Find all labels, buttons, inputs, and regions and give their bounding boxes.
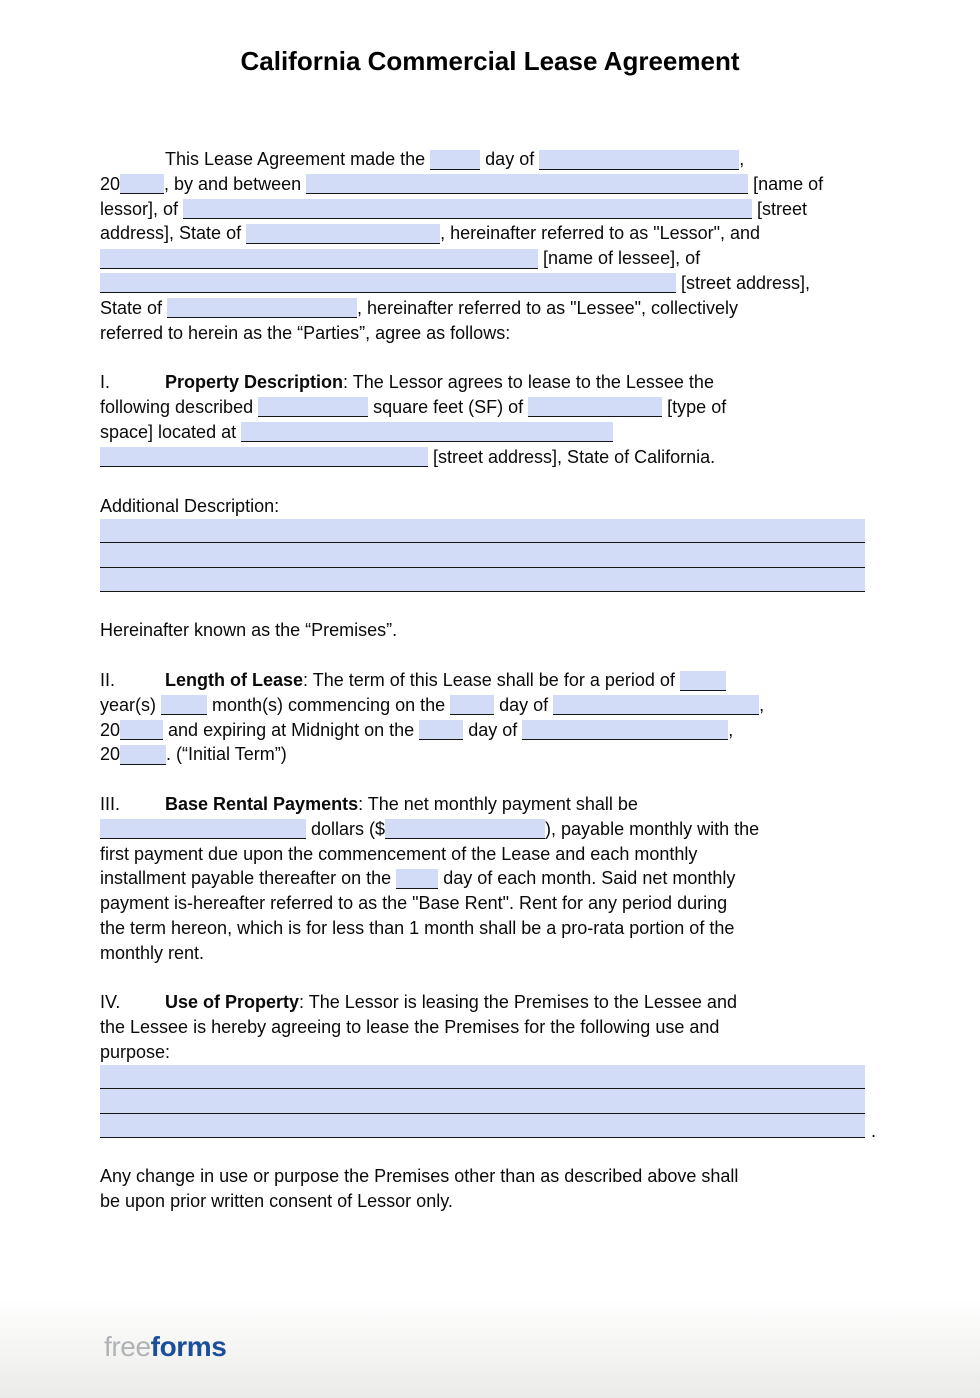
premises-note	[100, 618, 880, 643]
text-line	[100, 445, 880, 470]
blank-field[interactable]	[120, 174, 164, 194]
text-line	[100, 1189, 880, 1214]
text-line	[100, 990, 880, 1015]
blank-field[interactable]	[528, 397, 662, 417]
text-run: monthly rent.	[100, 942, 205, 963]
trailing-period: .	[870, 1120, 876, 1141]
text-run: following described	[100, 396, 259, 417]
text-run: the term hereon, which is for less than 1 month shall be a pro-rata portion of the	[100, 918, 735, 939]
text-run: dollars ($	[306, 818, 386, 839]
text-run: the Lessee is hereby agreeing to lease the Premises for the following use and	[100, 1017, 720, 1038]
blank-field[interactable]	[553, 695, 759, 715]
text-run: [street address],	[676, 272, 811, 293]
text-line	[100, 941, 880, 966]
section-number: I.	[100, 372, 111, 393]
document-content	[100, 147, 880, 1214]
blank-field[interactable]	[100, 273, 676, 293]
blank-field[interactable]	[246, 224, 440, 244]
text-line	[100, 866, 880, 891]
fill-line[interactable]	[100, 1114, 865, 1139]
blank-field[interactable]	[183, 199, 752, 219]
text-line	[100, 246, 880, 271]
text-run: , hereinafter referred to as "Lessor", and	[440, 223, 761, 244]
text-run: purpose:	[100, 1042, 171, 1062]
text-run: : The Lessor agrees to lease to the Lessee the	[343, 372, 714, 393]
text-run: : The net monthly payment shall be	[358, 794, 638, 815]
text-line	[100, 1015, 880, 1040]
text-run: installment payable thereafter on the	[100, 868, 397, 889]
text-run: [street	[752, 198, 808, 219]
text-line	[100, 271, 880, 296]
text-run: month(s) commencing on the	[207, 694, 451, 715]
text-run: and expiring at Midnight on the	[163, 719, 420, 740]
section-number: III.	[100, 794, 121, 815]
text-run: square feet (SF) of	[368, 396, 529, 417]
text-run: address], State of	[100, 223, 247, 244]
blank-field[interactable]	[100, 819, 306, 839]
text-line	[100, 420, 880, 445]
text-run: day of	[480, 149, 540, 169]
text-line	[100, 197, 880, 222]
text-run: ,	[759, 694, 765, 715]
logo-free-text: free	[104, 1331, 151, 1362]
text-run: payment is-hereafter referred to as the "Base Rent". Rent for any period during	[100, 893, 728, 914]
lease-document-page	[0, 44, 980, 1214]
text-run: State of	[100, 297, 168, 318]
text-line	[100, 296, 880, 321]
blank-field[interactable]	[680, 671, 726, 691]
text-line	[100, 1164, 880, 1189]
text-run: day of	[463, 719, 523, 740]
text-run: lessor], of	[100, 198, 184, 219]
section-i-paragraph	[100, 370, 880, 469]
blank-field[interactable]	[120, 745, 166, 765]
text-line	[100, 916, 880, 941]
blank-field[interactable]	[450, 695, 494, 715]
fill-line[interactable]	[100, 1089, 865, 1114]
section-number: II.	[100, 670, 116, 691]
blank-field[interactable]	[419, 720, 463, 740]
text-line	[100, 668, 880, 693]
text-run: be upon prior written consent of Lessor only.	[100, 1191, 453, 1212]
text-run: day of each month. Said net monthly	[438, 868, 736, 889]
fill-line[interactable]	[100, 543, 865, 568]
footer-bar	[0, 1298, 980, 1398]
blank-field[interactable]	[306, 174, 748, 194]
text-run: . (“Initial Term”)	[166, 744, 287, 765]
text-run: : The term of this Lease shall be for a period of	[303, 670, 680, 691]
text-run: [type of	[662, 396, 727, 417]
text-run: [street address], State of California.	[428, 446, 716, 467]
section-ii-paragraph	[100, 668, 880, 767]
text-line	[100, 172, 880, 197]
section-heading: Use of Property	[165, 992, 300, 1013]
text-line	[100, 370, 880, 395]
text-run: This Lease Agreement made the	[165, 149, 431, 169]
text-line	[100, 321, 880, 346]
blank-field[interactable]	[100, 249, 538, 269]
blank-field[interactable]	[385, 819, 545, 839]
blank-field[interactable]	[396, 869, 438, 889]
additional-description-label	[100, 494, 880, 519]
section-heading: Length of Lease	[165, 670, 304, 691]
text-run: ), payable monthly with the	[545, 818, 760, 839]
text-line	[100, 693, 880, 718]
blank-field[interactable]	[161, 695, 207, 715]
text-run: ,	[728, 719, 734, 740]
fill-line[interactable]	[100, 519, 865, 544]
blank-field[interactable]	[120, 720, 163, 740]
text-run: day of	[494, 694, 554, 715]
fill-line[interactable]	[100, 1065, 865, 1090]
section-number: IV.	[100, 992, 121, 1013]
text-line	[100, 221, 880, 246]
freeforms-logo	[104, 1332, 226, 1362]
text-run: space] located at	[100, 421, 242, 442]
intro-paragraph	[100, 147, 880, 345]
text-run: , by and between	[164, 173, 307, 194]
section-iv-paragraph	[100, 990, 880, 1064]
text-run: Additional Description:	[100, 496, 280, 517]
text-run: referred to herein as the “Parties”, agree as follows:	[100, 322, 511, 343]
text-run: : The Lessor is leasing the Premises to the Lessee and	[299, 992, 737, 1013]
closing-paragraph	[100, 1164, 880, 1214]
text-line	[100, 494, 880, 519]
text-run: 20	[100, 744, 121, 765]
section-iii-paragraph	[100, 792, 880, 966]
blank-field[interactable]	[258, 397, 368, 417]
text-run: , hereinafter referred to as "Lessee", collectively	[357, 297, 739, 318]
text-line	[100, 1040, 880, 1065]
text-line	[100, 742, 880, 767]
section-heading: Base Rental Payments	[165, 794, 359, 815]
text-line	[100, 792, 880, 817]
text-line	[100, 395, 880, 420]
fill-line[interactable]	[100, 568, 865, 593]
text-run: year(s)	[100, 694, 162, 715]
text-line	[100, 147, 880, 172]
text-run: Hereinafter known as the “Premises”.	[100, 620, 398, 641]
text-line	[100, 718, 880, 743]
blank-field[interactable]	[430, 150, 480, 170]
text-run: first payment due upon the commencement of the Lease and each monthly	[100, 843, 698, 864]
text-run: [name of lessee], of	[538, 248, 701, 269]
document-title: California Commercial Lease Agreement	[240, 46, 740, 76]
blank-field[interactable]	[241, 422, 613, 442]
blank-field[interactable]	[522, 720, 728, 740]
section-heading: Property Description	[165, 372, 344, 393]
text-run: Any change in use or purpose the Premises other than as described above shall	[100, 1166, 739, 1187]
text-run: 20	[100, 719, 121, 740]
use-purpose-field[interactable]	[100, 1065, 876, 1141]
text-run: 20	[100, 173, 121, 194]
blank-field[interactable]	[100, 447, 428, 467]
text-run: [name of	[748, 173, 824, 194]
text-line	[100, 817, 880, 842]
logo-forms-text: forms	[150, 1331, 227, 1362]
text-run: ,	[739, 149, 745, 169]
additional-description-field[interactable]	[100, 519, 865, 593]
blank-field[interactable]	[539, 150, 739, 170]
text-line	[100, 891, 880, 916]
text-line	[100, 842, 880, 867]
text-line	[100, 618, 880, 643]
blank-field[interactable]	[167, 298, 357, 318]
